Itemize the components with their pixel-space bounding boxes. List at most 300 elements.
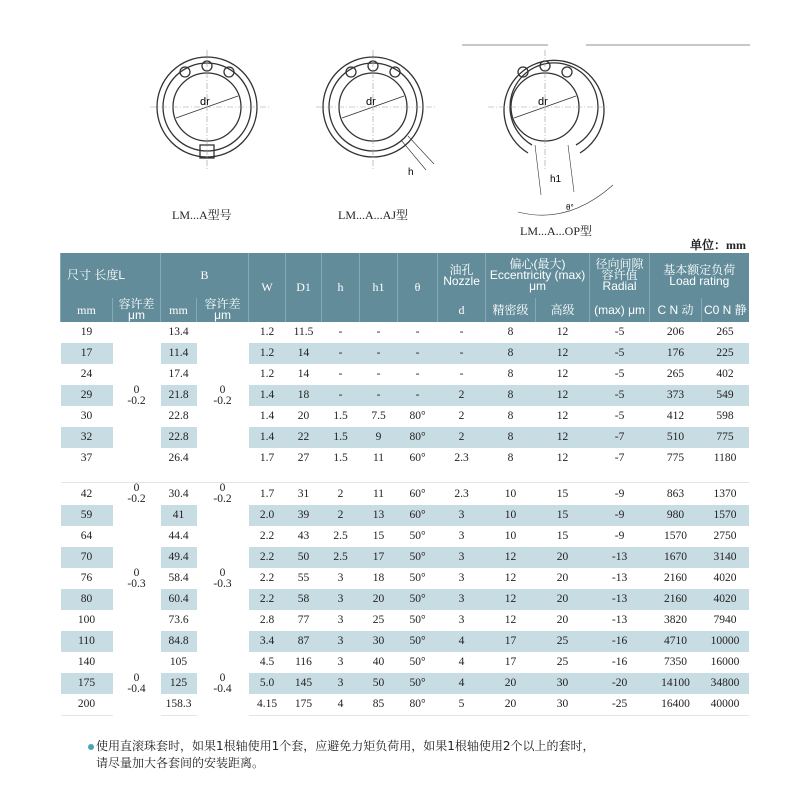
table-cell: - <box>398 385 438 406</box>
col-nozzle: 油孔 Nozzle <box>438 253 486 298</box>
table-cell: 20 <box>486 673 536 694</box>
diagram-caption: LM...A...OP型 <box>520 224 593 238</box>
table-cell: 2 <box>458 410 465 422</box>
table-cell: 510 <box>650 427 702 448</box>
table-cell: 1180 <box>713 452 737 464</box>
table-cell: 116 <box>295 656 312 668</box>
table-cell: 20 <box>556 614 569 626</box>
table-cell: 22 <box>286 427 322 448</box>
table-cell: 80° <box>398 694 438 716</box>
table-cell: 7940 <box>713 614 737 626</box>
col-c: C N 动 <box>650 298 702 322</box>
table-cell: 17 <box>360 547 398 568</box>
table-cell: 2160 <box>664 572 688 584</box>
col-h1: h1 <box>360 253 398 322</box>
table-cell: 125 <box>161 673 197 694</box>
table-cell: 20 <box>360 589 398 610</box>
table-cell: 1670 <box>650 547 702 568</box>
table-cell: 12 <box>556 452 569 464</box>
table-cell: -16 <box>590 631 650 652</box>
col-load: 基本额定负荷 Load rating <box>650 253 749 298</box>
table-cell: -13 <box>611 572 628 584</box>
col-tol1 <box>113 298 161 322</box>
tolerance-upper: 0 <box>133 566 140 579</box>
table-cell: 1.4 <box>249 385 286 406</box>
table-cell: 980 <box>650 505 702 526</box>
table-cell: - <box>322 343 360 364</box>
table-cell: 50° <box>398 673 438 694</box>
table-cell: 105 <box>169 656 188 668</box>
table-cell: 76 <box>80 572 93 584</box>
col-nozzle-d: d <box>438 298 486 322</box>
tol-label: 容许差 <box>118 297 155 311</box>
table-row <box>61 673 749 694</box>
table-cell: -5 <box>614 368 625 380</box>
tolerance-lower: -0.2 <box>213 493 232 505</box>
table-cell: 40000 <box>702 694 749 716</box>
table-cell: 2.5 <box>322 547 360 568</box>
tolerance-cell <box>197 652 249 716</box>
table-cell: 37 <box>80 452 93 464</box>
table-cell: 14 <box>297 368 310 380</box>
table-cell: 4.15 <box>249 694 286 716</box>
table-cell: 1.5 <box>333 452 348 464</box>
table-cell: 10 <box>486 505 536 526</box>
table-cell: 15 <box>556 530 569 542</box>
table-cell: 3 <box>337 614 344 626</box>
table-cell: 20 <box>486 694 536 716</box>
table-cell: 17 <box>504 656 517 668</box>
table-cell: 176 <box>650 343 702 364</box>
table-row <box>61 385 749 406</box>
table-cell: 50 <box>286 547 322 568</box>
table-cell: 50° <box>409 572 426 584</box>
table-cell: 2160 <box>650 589 702 610</box>
table-cell: 30 <box>536 694 590 716</box>
table-cell: -5 <box>590 385 650 406</box>
table-cell: 1.4 <box>259 410 275 422</box>
table-cell: -9 <box>614 487 625 500</box>
table-cell: 15 <box>536 505 590 526</box>
table-cell: 2.2 <box>259 572 275 584</box>
table-cell: 30.4 <box>168 487 189 500</box>
table-cell: 59 <box>61 505 113 526</box>
table-cell: 3 <box>458 572 465 584</box>
table-cell: -13 <box>590 589 650 610</box>
table-cell: 5 <box>438 694 486 716</box>
table-cell: 2.2 <box>249 547 286 568</box>
table-cell: 3 <box>322 589 360 610</box>
tolerance-upper: 0 <box>133 383 140 396</box>
table-cell: 60° <box>409 487 426 500</box>
table-cell: 44.4 <box>168 530 189 542</box>
tolerance-cell <box>113 652 161 716</box>
table-cell: 1.2 <box>259 368 275 380</box>
table-row <box>61 610 749 631</box>
col-c0: C0 N 静 <box>702 298 749 322</box>
table-cell: 7350 <box>664 656 688 668</box>
tol-label: 容许差 <box>204 297 241 311</box>
table-cell: 158.3 <box>161 694 197 716</box>
dim-label: dr <box>366 96 376 108</box>
table-cell: 30 <box>536 673 590 694</box>
table-cell: 140 <box>77 656 96 668</box>
table-cell: 21.8 <box>161 385 197 406</box>
table-cell: 30 <box>360 631 398 652</box>
table-cell: 2.2 <box>249 589 286 610</box>
table-cell: 16400 <box>650 694 702 716</box>
table-cell: 2.5 <box>333 530 348 542</box>
table-cell: 373 <box>650 385 702 406</box>
table-cell: -5 <box>614 410 625 422</box>
diagram-lm-a-aj <box>316 50 456 180</box>
unit-label: 单位：mm <box>690 238 746 252</box>
table-cell: 9 <box>360 427 398 448</box>
table-cell: 1.5 <box>322 427 360 448</box>
col-b: B <box>161 253 249 298</box>
tolerance-lower: -0.2 <box>127 394 146 407</box>
table-cell: - <box>338 368 343 380</box>
table-cell: 10 <box>504 487 517 500</box>
col-h: h <box>322 253 360 322</box>
col-b-unit: mm <box>161 298 197 322</box>
table-cell: 3.4 <box>249 631 286 652</box>
table-row <box>61 505 749 526</box>
table-cell: 3 <box>337 656 344 668</box>
footnote <box>96 738 595 772</box>
table-cell: 8 <box>507 452 514 464</box>
table-cell: 12 <box>504 572 517 584</box>
table-cell: 265 <box>716 326 734 338</box>
table-cell: 60.4 <box>161 589 197 610</box>
table-cell: 1.2 <box>249 343 286 364</box>
table-cell: -7 <box>590 427 650 448</box>
tolerance-cell <box>197 483 249 506</box>
table-cell: -25 <box>590 694 650 716</box>
table-cell: 1.4 <box>249 427 286 448</box>
table-cell: 11 <box>372 452 385 464</box>
table-cell: 10 <box>504 530 517 542</box>
col-w: W <box>249 253 286 322</box>
table-cell: 25 <box>556 656 569 668</box>
col-tol2 <box>197 298 249 322</box>
tolerance-lower: -0.3 <box>213 577 232 590</box>
spacer <box>61 469 749 483</box>
table-row <box>61 694 749 716</box>
table-cell: 3 <box>438 505 486 526</box>
table-cell: 8 <box>486 385 536 406</box>
tolerance-lower: -0.3 <box>127 577 146 590</box>
table-cell: 2 <box>322 505 360 526</box>
col-precision: 精密级 <box>486 298 536 322</box>
table-cell: 4020 <box>713 572 737 584</box>
table-cell: -9 <box>590 505 650 526</box>
table-cell: 58 <box>286 589 322 610</box>
table-cell: 22.8 <box>161 427 197 448</box>
table-cell: 60° <box>398 505 438 526</box>
col-eccentricity: 偏心(最大) Eccentricity (max) μm <box>486 253 590 298</box>
table-cell: 2.8 <box>259 614 275 626</box>
diagram-lm-a <box>150 50 270 180</box>
table-cell: - <box>459 326 464 338</box>
table-cell: 80° <box>409 410 426 422</box>
table-cell: 2 <box>438 385 486 406</box>
table-cell: 2.3 <box>454 487 469 500</box>
table-cell: 1370 <box>713 487 737 500</box>
table-cell: -5 <box>614 326 625 338</box>
table-cell: 3140 <box>702 547 749 568</box>
table-cell: -5 <box>590 343 650 364</box>
tolerance-upper: 0 <box>219 566 226 579</box>
table-cell: 200 <box>61 694 113 716</box>
table-row <box>61 483 749 506</box>
tolerance-upper: 0 <box>133 482 140 494</box>
col-high: 高级 <box>536 298 590 322</box>
table-cell: 12 <box>536 343 590 364</box>
table-cell: 41 <box>161 505 197 526</box>
table-cell: 42 <box>80 487 93 500</box>
table-cell: 265 <box>666 368 685 380</box>
table-cell: 12 <box>504 614 517 626</box>
table-cell: 775 <box>666 452 685 464</box>
table-cell: 87 <box>286 631 322 652</box>
table-cell: 12 <box>486 547 536 568</box>
table-row <box>61 589 749 610</box>
table-cell: 13.4 <box>168 326 189 338</box>
table-cell: 206 <box>666 326 685 338</box>
table-cell: - <box>459 368 464 380</box>
tolerance-lower: -0.4 <box>127 682 146 695</box>
table-cell: 2 <box>337 487 344 500</box>
table-cell: 4 <box>458 656 465 668</box>
table-cell: 4.5 <box>259 656 275 668</box>
table-cell: -7 <box>614 452 625 464</box>
tolerance-cell <box>113 505 161 652</box>
table-cell: 25 <box>536 631 590 652</box>
table-cell: 3820 <box>664 614 688 626</box>
tolerance-lower: -0.4 <box>213 682 232 695</box>
table-cell: 84.8 <box>161 631 197 652</box>
tolerance-upper: 0 <box>133 671 140 684</box>
table-cell: 12 <box>556 368 569 380</box>
spec-table <box>60 253 749 716</box>
table-cell: 11.5 <box>293 326 314 338</box>
table-cell: 85 <box>360 694 398 716</box>
table-cell: 2.0 <box>249 505 286 526</box>
dim-label: θ° <box>566 203 574 212</box>
table-cell: 175 <box>286 694 322 716</box>
divider <box>462 44 548 46</box>
table-cell: 31 <box>297 487 310 500</box>
col-d1: D1 <box>286 253 322 322</box>
table-cell: 14 <box>286 343 322 364</box>
table-cell: - <box>438 343 486 364</box>
table-row <box>61 631 749 652</box>
table-cell: 43 <box>297 530 310 542</box>
table-cell: 4020 <box>702 589 749 610</box>
table-cell: 863 <box>666 487 685 500</box>
table-cell: 5.0 <box>249 673 286 694</box>
table-cell: 1.7 <box>259 487 275 500</box>
table-cell: 49.4 <box>161 547 197 568</box>
table-row <box>61 343 749 364</box>
table-cell: 598 <box>716 410 734 422</box>
table-cell: 4 <box>438 631 486 652</box>
table-cell: 50° <box>409 530 426 542</box>
table-cell: 70 <box>61 547 113 568</box>
col-length-unit: mm <box>61 298 113 322</box>
table-cell: 19 <box>80 326 93 338</box>
table-cell: 8 <box>507 410 514 422</box>
table-cell: 18 <box>286 385 322 406</box>
table-cell: 225 <box>702 343 749 364</box>
table-cell: 1.7 <box>259 452 275 464</box>
table-cell: 402 <box>716 368 734 380</box>
tolerance-cell <box>113 483 161 506</box>
table-cell: 13 <box>360 505 398 526</box>
table-cell: 22.8 <box>168 410 189 422</box>
table-cell: 27 <box>297 452 310 464</box>
table-cell: 3 <box>322 673 360 694</box>
table-cell: 73.6 <box>168 614 189 626</box>
table-cell: -13 <box>611 614 628 626</box>
table-cell: 110 <box>61 631 113 652</box>
table-cell: 20 <box>556 572 569 584</box>
table-cell: 2750 <box>713 530 737 542</box>
table-row <box>61 448 749 469</box>
table-cell: 80° <box>398 427 438 448</box>
col-theta: θ <box>398 253 438 322</box>
footnote-line: 请尽量加大各套间的安装距离。 <box>96 756 265 770</box>
table-cell: 4 <box>438 673 486 694</box>
diagram-caption: LM...A型号 <box>172 208 232 222</box>
table-cell: 12 <box>556 410 569 422</box>
table-cell: 2.3 <box>454 452 469 464</box>
dim-label: h <box>408 167 414 178</box>
table-cell: 12 <box>536 385 590 406</box>
table-cell: 549 <box>702 385 749 406</box>
table-cell: 3 <box>337 572 344 584</box>
table-cell: 8 <box>486 343 536 364</box>
table-cell: 11.4 <box>161 343 197 364</box>
table-cell: 50° <box>409 656 426 668</box>
table-row <box>61 526 749 547</box>
table-cell: 145 <box>286 673 322 694</box>
dim-label: dr <box>538 96 548 108</box>
table-cell: 20 <box>536 589 590 610</box>
table-cell: 1570 <box>702 505 749 526</box>
table-cell: - <box>360 343 398 364</box>
table-cell: 60° <box>409 452 426 464</box>
bullet-icon <box>88 744 94 750</box>
table-cell: 775 <box>702 427 749 448</box>
diagram-lm-a-op <box>488 50 618 220</box>
table-cell: 12 <box>536 427 590 448</box>
tolerance-upper: 0 <box>219 671 226 684</box>
col-radial: 径向间隙 容许值 Radial <box>590 253 650 298</box>
table-cell: - <box>360 385 398 406</box>
table-row <box>61 406 749 427</box>
table-cell: 64 <box>80 530 93 542</box>
table-cell: 14100 <box>650 673 702 694</box>
table-cell: 3 <box>438 589 486 610</box>
tol-unit: μm <box>214 308 231 322</box>
table-row <box>61 547 749 568</box>
table-cell: 25 <box>372 614 385 626</box>
table-cell: 7.5 <box>371 410 386 422</box>
table-cell: 2.2 <box>259 530 275 542</box>
table-cell: 17.4 <box>168 368 189 380</box>
divider <box>586 44 750 46</box>
col-length: 尺寸 长度L <box>61 253 161 298</box>
table-cell: 16000 <box>710 656 740 668</box>
table-cell: 8 <box>507 326 514 338</box>
table-cell: 30 <box>80 410 93 422</box>
table-cell: 50° <box>398 589 438 610</box>
table-cell: 1570 <box>664 530 688 542</box>
tolerance-upper: 0 <box>219 383 226 396</box>
tolerance-lower: -0.2 <box>127 493 146 505</box>
dim-label: h1 <box>550 174 562 185</box>
table-cell: 3 <box>458 614 465 626</box>
tol-unit: μm <box>128 308 145 322</box>
table-cell: 11 <box>372 487 385 500</box>
table-cell: 50° <box>398 547 438 568</box>
table-cell: 58.4 <box>168 572 189 584</box>
table-cell: 3 <box>438 547 486 568</box>
table-cell: 15 <box>372 530 385 542</box>
table-cell: 29 <box>61 385 113 406</box>
table-cell: 1.2 <box>259 326 275 338</box>
table-cell: 34800 <box>702 673 749 694</box>
table-cell: -16 <box>611 656 628 668</box>
tolerance-cell <box>113 322 161 469</box>
table-cell: 40 <box>372 656 385 668</box>
table-cell: -13 <box>590 547 650 568</box>
table-cell: - <box>398 343 438 364</box>
table-cell: - <box>415 326 420 338</box>
tolerance-lower: -0.2 <box>213 394 232 407</box>
table-cell: 77 <box>297 614 310 626</box>
table-cell: 3 <box>458 530 465 542</box>
table-cell: 39 <box>286 505 322 526</box>
footnote-line: 使用直滚珠套时，如果1根轴使用1个套，应避免力矩负荷用，如果1根轴使用2个以上的套时， <box>96 739 595 753</box>
table-cell: -20 <box>590 673 650 694</box>
table-cell: - <box>338 326 343 338</box>
table-cell: 4 <box>322 694 360 716</box>
table-cell: 12 <box>486 589 536 610</box>
table-cell: 80 <box>61 589 113 610</box>
table-cell: 26.4 <box>168 452 189 464</box>
table-cell: 18 <box>372 572 385 584</box>
table-cell: - <box>376 368 381 380</box>
table-row <box>61 568 749 589</box>
table-cell: 8 <box>507 368 514 380</box>
table-cell: 32 <box>61 427 113 448</box>
table-cell: 17 <box>486 631 536 652</box>
tolerance-cell <box>197 322 249 469</box>
table-cell: 50° <box>409 614 426 626</box>
table-cell: 15 <box>556 487 569 500</box>
col-radial-unit: (max) μm <box>590 298 650 322</box>
table-row <box>61 427 749 448</box>
table-cell: -9 <box>614 530 625 542</box>
dim-label: dr <box>200 96 210 108</box>
table-cell: 20 <box>297 410 310 422</box>
diagram-caption: LM...A...AJ型 <box>338 208 409 222</box>
tolerance-upper: 0 <box>219 482 226 494</box>
table-cell: 17 <box>61 343 113 364</box>
